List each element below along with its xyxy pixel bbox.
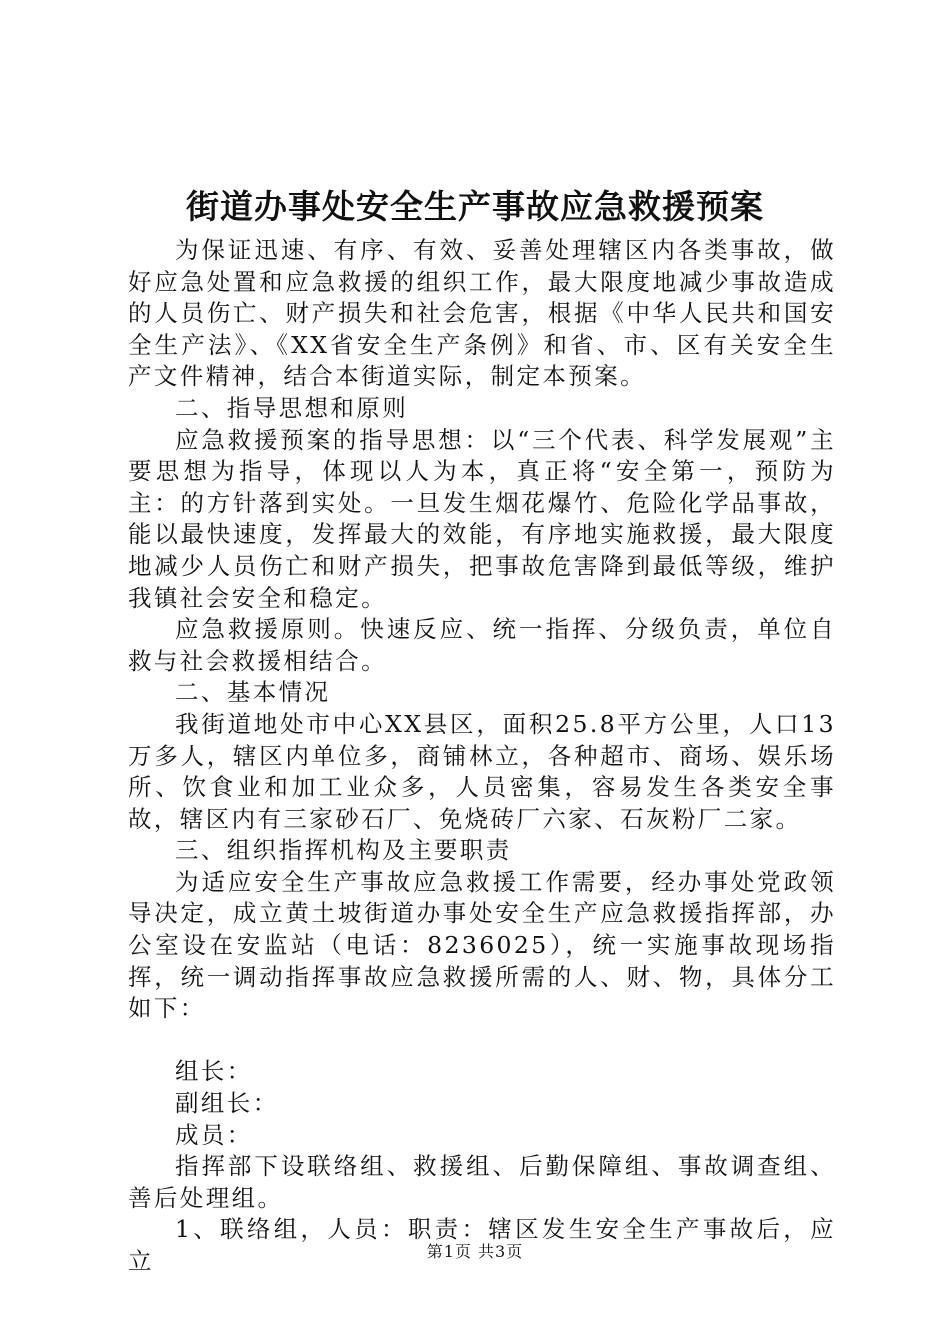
page-footer: 第1页 共3页 xyxy=(426,1242,524,1261)
paragraph-purpose: 为保证迅速、有序、有效、妥善处理辖区内各类事故，做好应急处置和应急救援的组织工作，最大限度地减少事故造成的人员伤亡、财产损失和社会危害，根据《中华人民共和国安全生产法》、《XX省安全生产条例》和省、市、区有关安全生产文件精神，结合本街道实际，制定本预案。 xyxy=(128,236,836,391)
role-members: 成员： xyxy=(175,1120,253,1149)
section-heading-guiding-principles: 二、指导思想和原则 xyxy=(175,393,409,422)
paragraph-organization: 为适应安全生产事故应急救援工作需要，经办事处党政领导决定，成立黄土坡街道办事处安全生产应急救援指挥部，办公室设在安监站（电话：8236025），统一实施事故现场指挥，统一调动指挥事故应急救援所需的人、财、物，具体分工如下： xyxy=(128,867,836,1023)
paragraph-guiding-thought: 应急救援预案的指导思想：以“三个代表、科学发展观”主要思想为指导，体现以人为本，真正将“安全第一，预防为主：的方针落到实处。一旦发生烟花爆竹、危险化学品事故，能以最快速度，发挥最大的效能，有序地实施救援，最大限度地减少人员伤亡和财产损失，把事故危害降到最低等级，维护我镇社会安全和稳定。 xyxy=(128,425,836,612)
paragraph-rescue-principle: 应急救援原则。快速反应、统一指挥、分级负责，单位自救与社会救援相结合。 xyxy=(128,615,836,675)
section-heading-organization: 三、组织指挥机构及主要职责 xyxy=(175,836,512,865)
role-deputy-leader: 副组长： xyxy=(175,1089,279,1118)
section-heading-basic-situation: 二、基本情况 xyxy=(175,678,331,707)
document-body xyxy=(128,235,836,1278)
paragraph-liaison-group: 1、联络组，人员：职责：辖区发生安全生产事故后，应立 xyxy=(128,1215,836,1275)
paragraph-basic-situation: 我街道地处市中心XX县区，面积25.8平方公里，人口13万多人，辖区内单位多，商铺林立，各种超市、商场、娱乐场所、饮食业和加工业众多，人员密集，容易发生各类安全事故，辖区内有三家砂石厂、免烧砖厂六家、石灰粉厂二家。 xyxy=(128,709,836,833)
role-group-leader: 组长： xyxy=(175,1057,253,1086)
document-title: 街道办事处安全生产事故应急救援预案 xyxy=(186,187,764,226)
blank-line xyxy=(128,1025,836,1057)
paragraph-subgroups: 指挥部下设联络组、救援组、后勤保障组、事故调查组、善后处理组。 xyxy=(128,1152,836,1212)
